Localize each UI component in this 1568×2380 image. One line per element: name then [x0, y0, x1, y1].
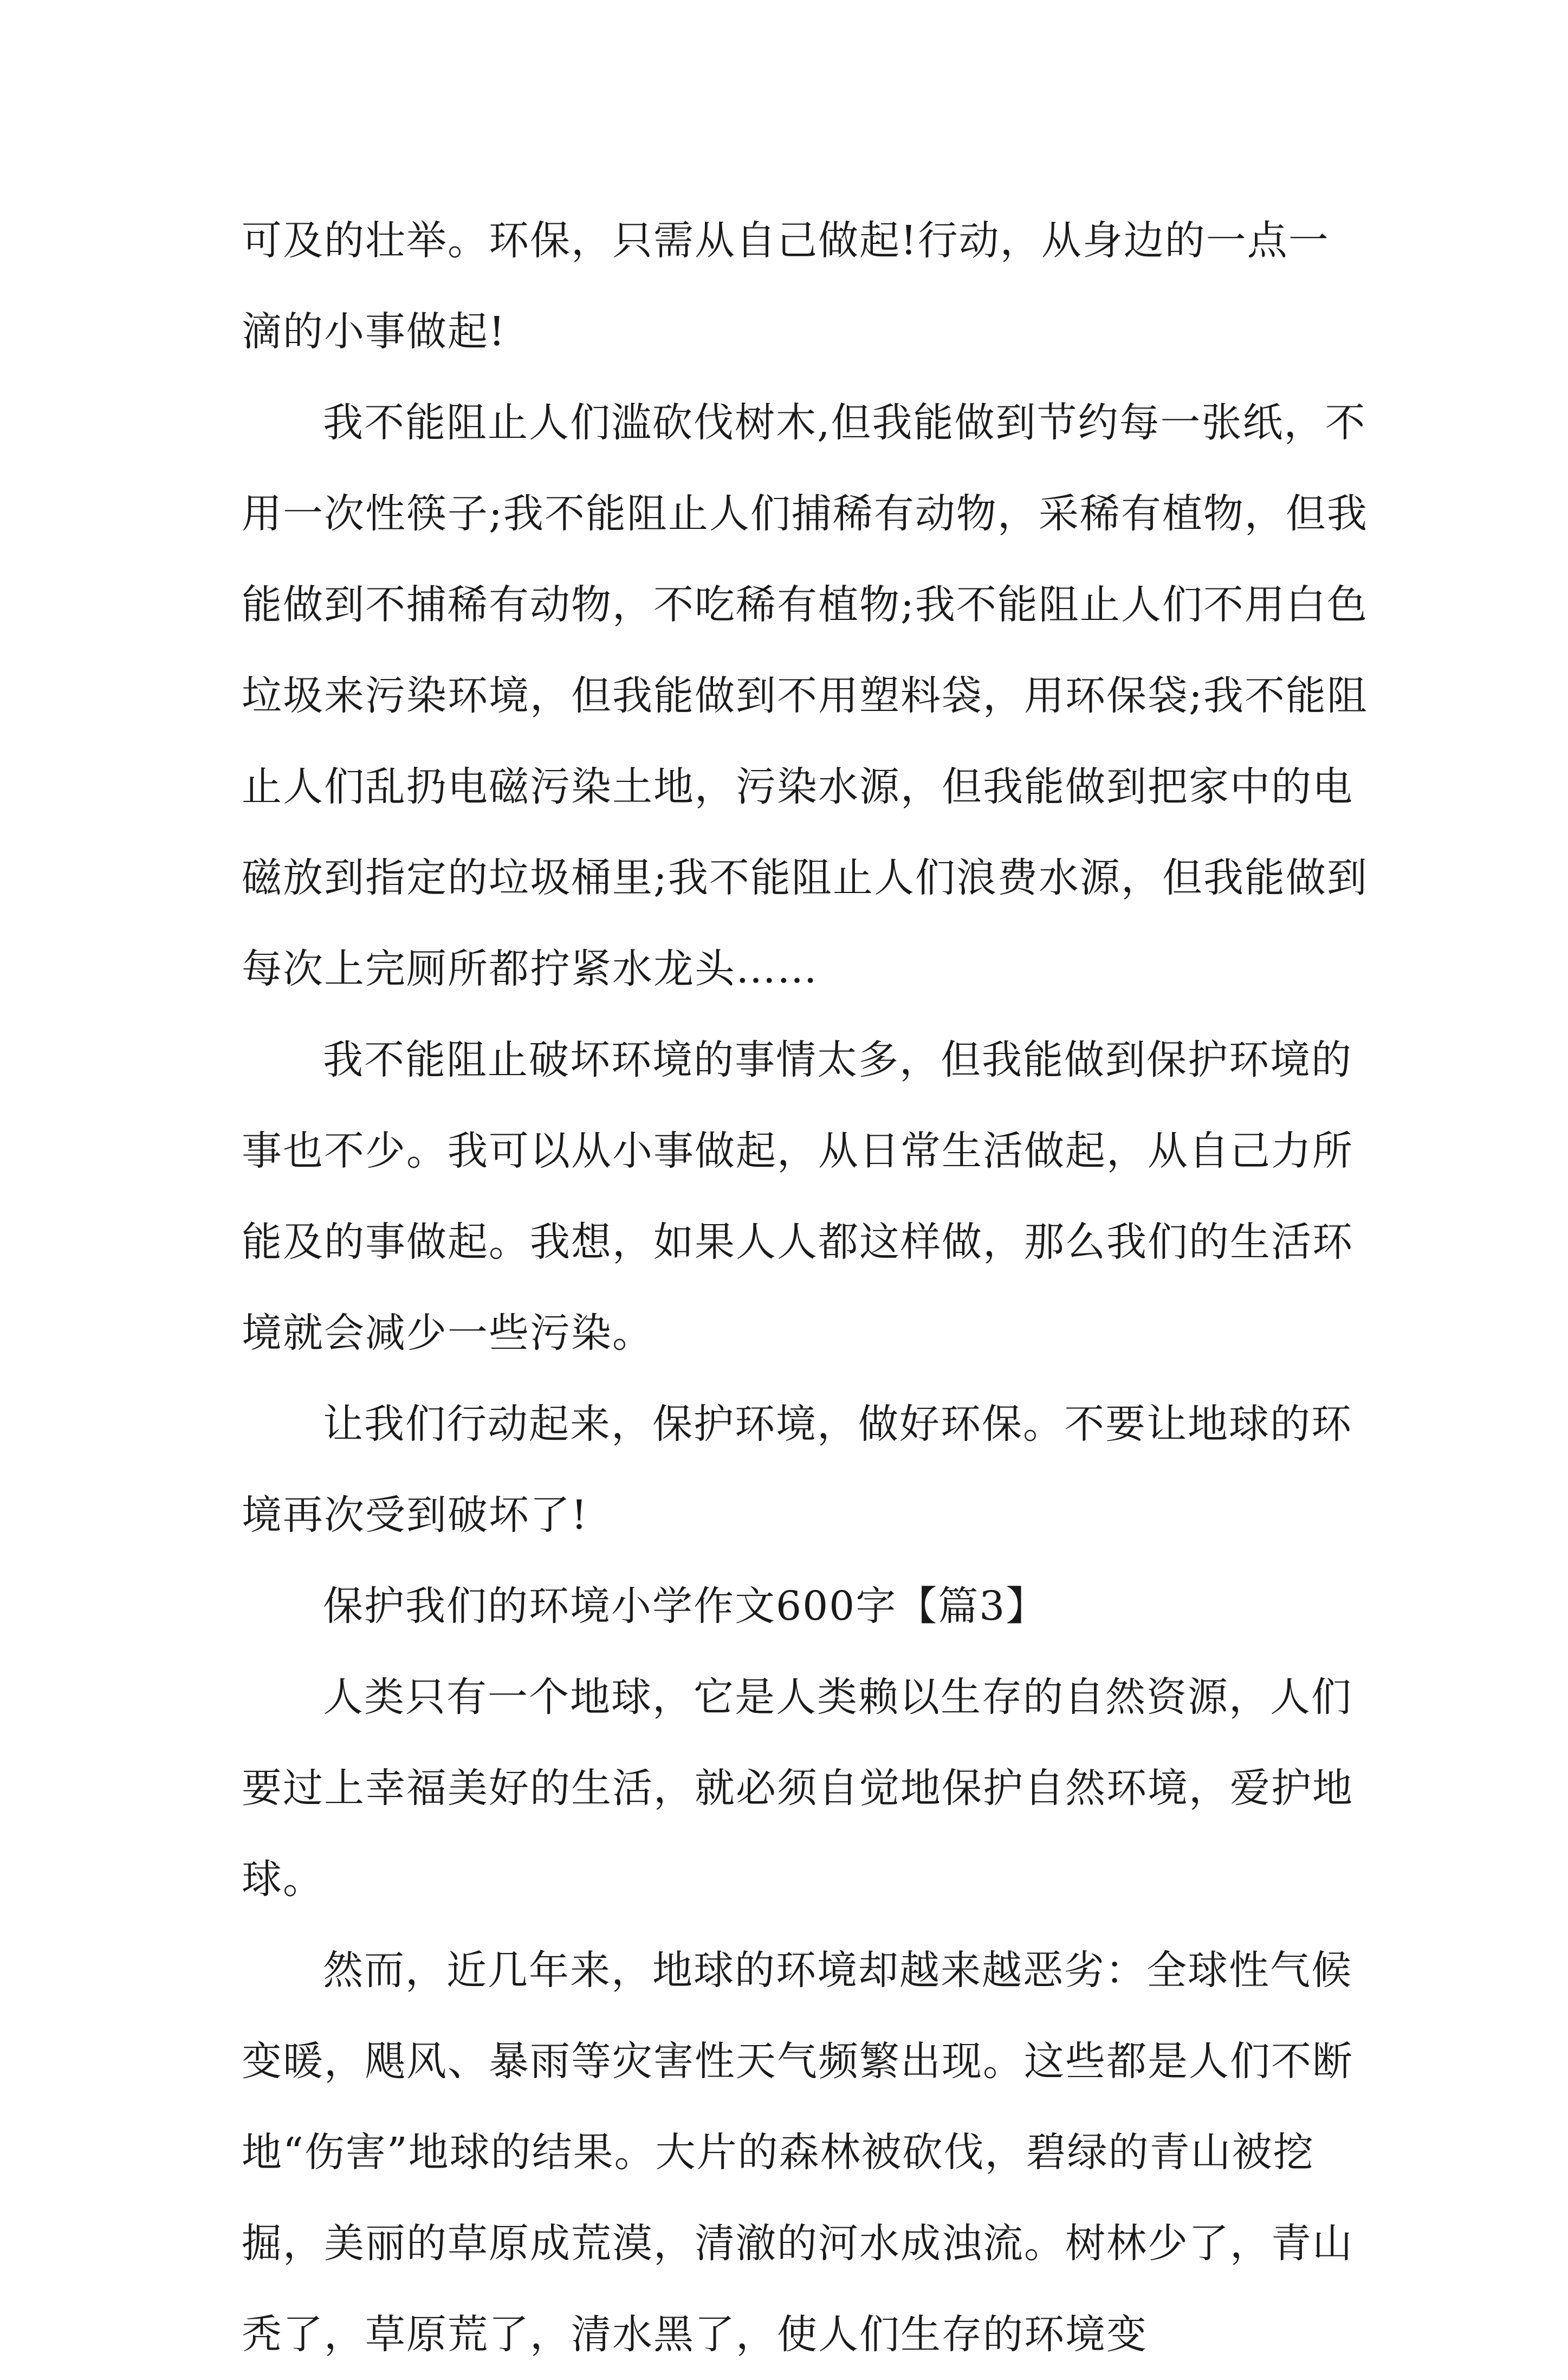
paragraph-5: 人类只有一个地球，它是人类赖以生存的自然资源，人们要过上幸福美好的生活，就必须自觉地保护自然环境，爱护地球。	[242, 1674, 1353, 1903]
paragraph-3: 我不能阻止破坏环境的事情太多，但我能做到保护环境的事也不少。我可以从小事做起，从日常生活做起，从自己力所能及的事做起。我想，如果人人都这样做，那么我们的生活环境就会减少一些污染。	[242, 1037, 1353, 1356]
paragraph-1: 可及的壮举。环保，只需从自己做起!行动，从身边的一点一滴的小事做起!	[242, 217, 1330, 355]
document-body	[242, 195, 1369, 2380]
section-heading: 保护我们的环境小学作文600字【篇3】	[323, 1583, 1047, 1629]
paragraph-6: 然而，近几年来，地球的环境却越来越恶劣：全球性气候变暖，飓风、暴雨等灾害性天气频繁出现。这些都是人们不断地“伤害”地球的结果。大片的森林被砍伐，碧绿的青山被挖掘，美丽的草原成荒漠，清澈的河水成浊流。树林少了，青山秃了，草原荒了，清水黑了，使人们生存的环境变	[242, 1947, 1353, 2358]
paragraph-4: 让我们行动起来，保护环境，做好环保。不要让地球的环境再次受到破坏了!	[242, 1401, 1352, 1538]
paragraph-2: 我不能阻止人们滥砍伐树木,但我能做到节约每一张纸，不用一次性筷子;我不能阻止人们捕稀有动物，采稀有植物，但我能做到不捕稀有动物，不吃稀有植物;我不能阻止人们不用白色垃圾来污染环境，但我能做到不用塑料袋，用环保袋;我不能阻止人们乱扔电磁污染土地，污染水源，但我能做到把家中的电磁放到指定的垃圾桶里;我不能阻止人们浪费水源，但我能做到每次上完厕所都拧紧水龙头……	[242, 399, 1368, 992]
